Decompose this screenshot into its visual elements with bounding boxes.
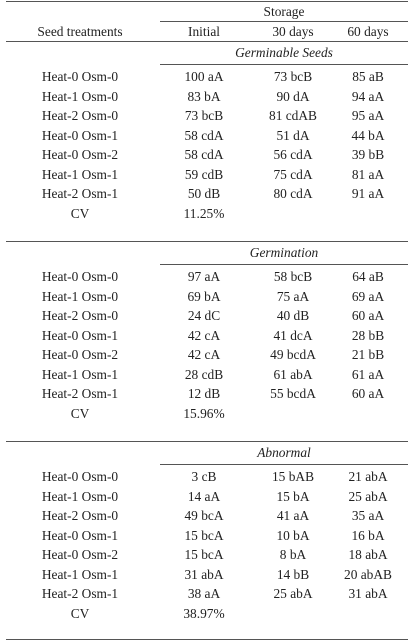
day60-cell: 91 aA [351, 186, 385, 201]
storage-header: Storage [263, 4, 305, 19]
day30-cell: 75 cdA [273, 166, 313, 182]
day60-cell: 81 aA [351, 166, 385, 182]
cv-value: 11.25% [183, 205, 225, 221]
treatment-cell: Heat-0 Osm-2 [41, 547, 119, 562]
day60-cell: 60 aA [351, 386, 385, 401]
top-rule [6, 1, 408, 2]
section-title-rule [160, 264, 408, 265]
day60-cell: 21 abA [348, 469, 388, 484]
treatment-cell: Heat-0 Osm-0 [41, 469, 119, 484]
treatment-cell: Heat-1 Osm-0 [41, 488, 119, 504]
initial-cell: 42 cA [187, 327, 221, 343]
section-title: Germinable Seeds [235, 45, 333, 60]
day30-cell: 90 dA [276, 88, 310, 104]
day30-cell: 51 dA [276, 127, 310, 143]
day60-cell: 28 bB [351, 327, 385, 343]
treatment-cell: Heat-0 Osm-2 [41, 147, 119, 162]
treatment-cell: Heat-0 Osm-2 [41, 347, 119, 362]
section-title: Abnormal [257, 445, 311, 460]
day30-cell: 41 aA [276, 508, 310, 523]
initial-cell: 73 bcB [184, 108, 224, 123]
day60-cell: 20 abAB [344, 566, 392, 582]
section-title: Germination [249, 245, 319, 260]
day30-cell: 15 bA [276, 488, 310, 504]
day30-cell: 25 abA [273, 586, 313, 601]
initial-cell: 69 bA [187, 288, 221, 304]
col-30-days-header: 30 days [272, 24, 314, 39]
treatment-cell: Heat-2 Osm-1 [41, 386, 119, 401]
treatment-cell: Heat-2 Osm-0 [41, 508, 119, 523]
day60-cell: 31 abA [348, 586, 388, 601]
cv-value: 38.97% [183, 605, 225, 621]
day60-cell: 25 abA [348, 488, 388, 504]
day60-cell: 85 aB [352, 69, 384, 84]
treatment-cell: Heat-2 Osm-1 [41, 186, 119, 201]
treatment-cell: Heat-2 Osm-0 [41, 308, 119, 323]
day60-cell: 16 bA [351, 527, 385, 543]
section-title-rule [160, 64, 408, 65]
day30-cell: 58 bcB [273, 269, 313, 284]
day60-cell: 64 aB [352, 269, 384, 284]
day30-cell: 41 dcA [273, 327, 313, 343]
treatment-cell: Heat-1 Osm-1 [41, 166, 119, 182]
day60-cell: 39 bB [351, 147, 385, 162]
day30-cell: 81 cdAB [269, 108, 317, 123]
day30-cell: 73 bcB [273, 69, 313, 84]
treatment-cell: Heat-2 Osm-1 [41, 586, 119, 601]
day30-cell: 8 bA [279, 547, 307, 562]
col-60-days-header: 60 days [347, 24, 389, 39]
col-initial-header: Initial [188, 24, 220, 39]
day30-cell: 15 bAB [271, 469, 315, 484]
section-rule [6, 41, 408, 42]
initial-cell: 50 dB [187, 186, 221, 201]
initial-cell: 42 cA [187, 347, 221, 362]
cv-label: CV [70, 605, 90, 621]
initial-cell: 3 cB [191, 469, 217, 484]
initial-cell: 15 bcA [184, 527, 224, 543]
section-rule [6, 441, 408, 442]
initial-cell: 12 dB [187, 386, 221, 401]
storage-rule [160, 21, 408, 22]
day30-cell: 49 bcdA [270, 347, 316, 362]
day60-cell: 44 bA [351, 127, 385, 143]
initial-cell: 58 cdA [184, 147, 224, 162]
initial-cell: 14 aA [187, 488, 221, 504]
initial-cell: 28 cdB [184, 366, 224, 382]
treatment-cell: Heat-1 Osm-0 [41, 288, 119, 304]
day30-cell: 55 bcdA [270, 386, 316, 401]
initial-cell: 31 abA [184, 566, 224, 582]
initial-cell: 49 bcA [184, 508, 224, 523]
day30-cell: 40 dB [276, 308, 310, 323]
initial-cell: 58 cdA [184, 127, 224, 143]
cv-label: CV [70, 205, 90, 221]
day30-cell: 14 bB [276, 566, 310, 582]
cv-value: 15.96% [183, 405, 225, 421]
section-title-rule [160, 464, 408, 465]
treatment-cell: Heat-0 Osm-0 [41, 269, 119, 284]
treatment-cell: Heat-0 Osm-0 [41, 69, 119, 84]
day60-cell: 95 aA [351, 108, 385, 123]
day60-cell: 35 aA [351, 508, 385, 523]
treatment-cell: Heat-1 Osm-1 [41, 366, 119, 382]
seed-treatments-header: Seed treatments [37, 24, 123, 39]
section-rule [6, 241, 408, 242]
initial-cell: 15 bcA [184, 547, 224, 562]
day30-cell: 75 aA [276, 288, 310, 304]
initial-cell: 24 dC [187, 308, 221, 323]
treatment-cell: Heat-1 Osm-0 [41, 88, 119, 104]
day60-cell: 69 aA [351, 288, 385, 304]
day30-cell: 80 cdA [273, 186, 313, 201]
day30-cell: 56 cdA [273, 147, 313, 162]
initial-cell: 59 cdB [184, 166, 224, 182]
treatment-cell: Heat-1 Osm-1 [41, 566, 119, 582]
initial-cell: 97 aA [187, 269, 221, 284]
day60-cell: 60 aA [351, 308, 385, 323]
treatment-cell: Heat-0 Osm-1 [41, 527, 119, 543]
initial-cell: 38 aA [187, 586, 221, 601]
day60-cell: 21 bB [351, 347, 385, 362]
day60-cell: 18 abA [348, 547, 388, 562]
day60-cell: 94 aA [351, 88, 385, 104]
day30-cell: 10 bA [276, 527, 310, 543]
treatment-cell: Heat-0 Osm-1 [41, 127, 119, 143]
initial-cell: 100 aA [184, 69, 224, 84]
day30-cell: 61 abA [273, 366, 313, 382]
initial-cell: 83 bA [187, 88, 221, 104]
day60-cell: 61 aA [351, 366, 385, 382]
treatment-cell: Heat-2 Osm-0 [41, 108, 119, 123]
cv-label: CV [70, 405, 90, 421]
treatment-cell: Heat-0 Osm-1 [41, 327, 119, 343]
